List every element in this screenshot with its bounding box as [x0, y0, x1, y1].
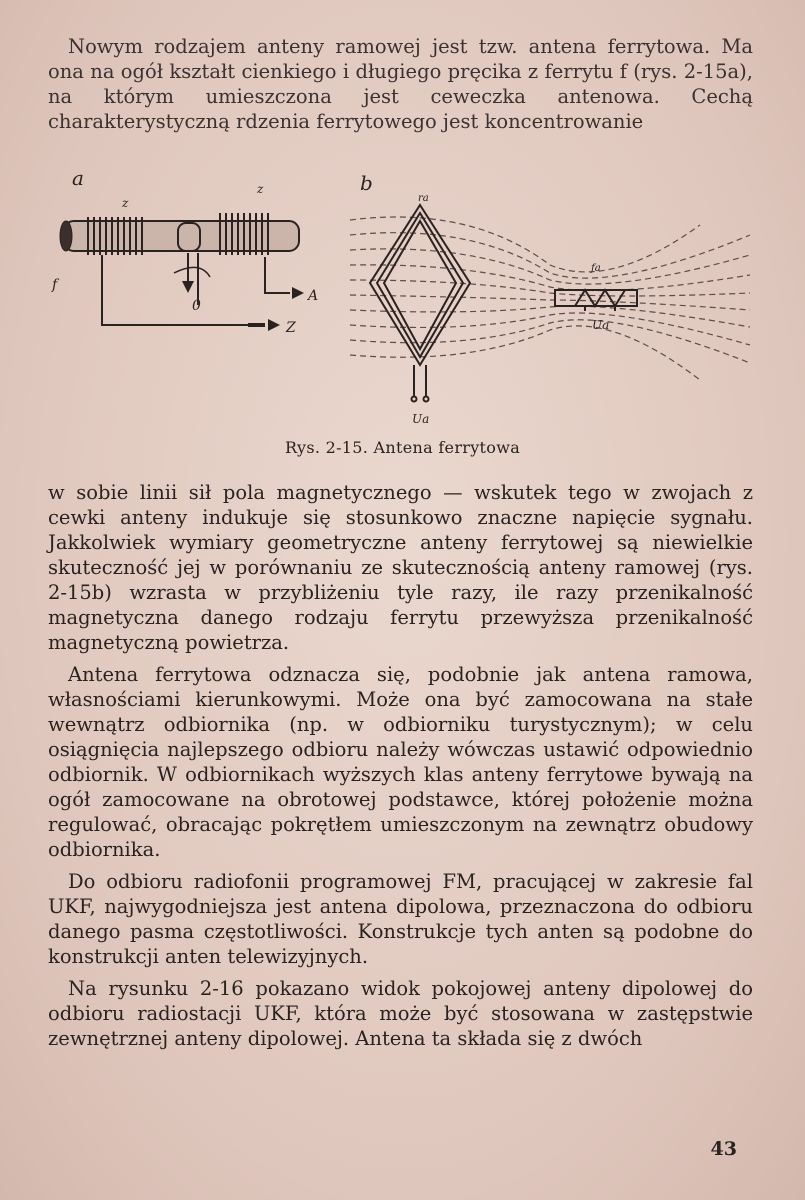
paragraph: Nowym rodzajem anteny ramowej jest tzw. antena ferrytowa. Ma ona na ogół kształt cienkiego i długiego pręcika z ferrytu f (rys. 2-15a), na którym umieszczona jest ceweczka antenowa. Cechą charakterystyczną rdzenia ferrytowego jest koncentrowanie	[48, 35, 753, 133]
page-number: 43	[710, 1138, 737, 1160]
field-lines-drawing	[350, 217, 750, 380]
paragraph: Do odbioru radiofonii programowej FM, pracującej w zakresie fal UKF, najwygodniejsza jest antena dipolowa, przeznaczona do odbioru danego pasma częstotliwości. Konstrukcje tych anten są podobne do konstrukcji anten telewizyjnych.	[48, 870, 753, 968]
figure-2-15	[50, 165, 755, 440]
paragraph: Antena ferrytowa odznacza się, podobnie jak antena ramowa, własnościami kierunkowymi. Może ona być zamocowana na stałe wewnątrz odbiornika (np. w odbiorniku turystycznym); w celu osiągnięcia najlepszego odbioru należy wówczas ustawić odpowiednio odbiornik. W odbiornikach wyższych klas anteny ferrytowe bywają na ogół zamocowane na obrotowej podstawce, której położenie można regulować, obracając pokrętłem umieszczonym na zewnątrz obudowy odbiornika.	[48, 663, 753, 861]
terminal-label-0: 0	[192, 298, 201, 314]
ferrite-antenna-diagram	[50, 165, 755, 440]
paragraph: w sobie linii sił pola magnetycznego — wskutek tego w zwojach z cewki anteny indukuje się stosunkowo znaczne napięcie sygnału. Jakkolwiek wymiary geometryczne anteny ferrytowej są niewielkie skuteczność jej w porównaniu ze skutecznością anteny ramowej (rys. 2-15b) wzrasta w przybliżeniu tyle razy, ile razy przenikalność magnetyczna danego rodzaju ferrytu przewyższa przenikalność magnetyczną powietrza.	[48, 481, 753, 654]
paragraph: Na rysunku 2-16 pokazano widok pokojowej anteny dipolowej do odbioru radiostacji UKF, która może być stosowana w zastępstwie zewnętrznej anteny dipolowej. Antena ta składa się z dwóch	[48, 977, 753, 1050]
coil-label-z2: z	[257, 182, 264, 196]
loop-label-ra: ra	[418, 193, 429, 204]
ferrite-rod-drawing	[60, 213, 299, 325]
voltage-label-loop: Ua	[412, 412, 430, 426]
body-text-block	[48, 480, 753, 1051]
ferrite-rod-b-drawing	[555, 290, 637, 311]
rod-label-f: f	[52, 277, 58, 293]
panel-a-label: a	[72, 166, 84, 190]
terminal-label-z: Z	[286, 320, 296, 336]
figure-caption: Rys. 2-15. Antena ferrytowa	[284, 438, 521, 457]
top-paragraph-block	[48, 34, 753, 134]
rod-label-fa: fa	[591, 263, 601, 274]
loop-antenna-drawing	[370, 205, 470, 402]
terminal-label-a: A	[308, 288, 319, 304]
coil-label-z1: z	[122, 196, 129, 210]
voltage-label-rod: Ua	[592, 318, 610, 332]
panel-b-label: b	[360, 171, 373, 195]
